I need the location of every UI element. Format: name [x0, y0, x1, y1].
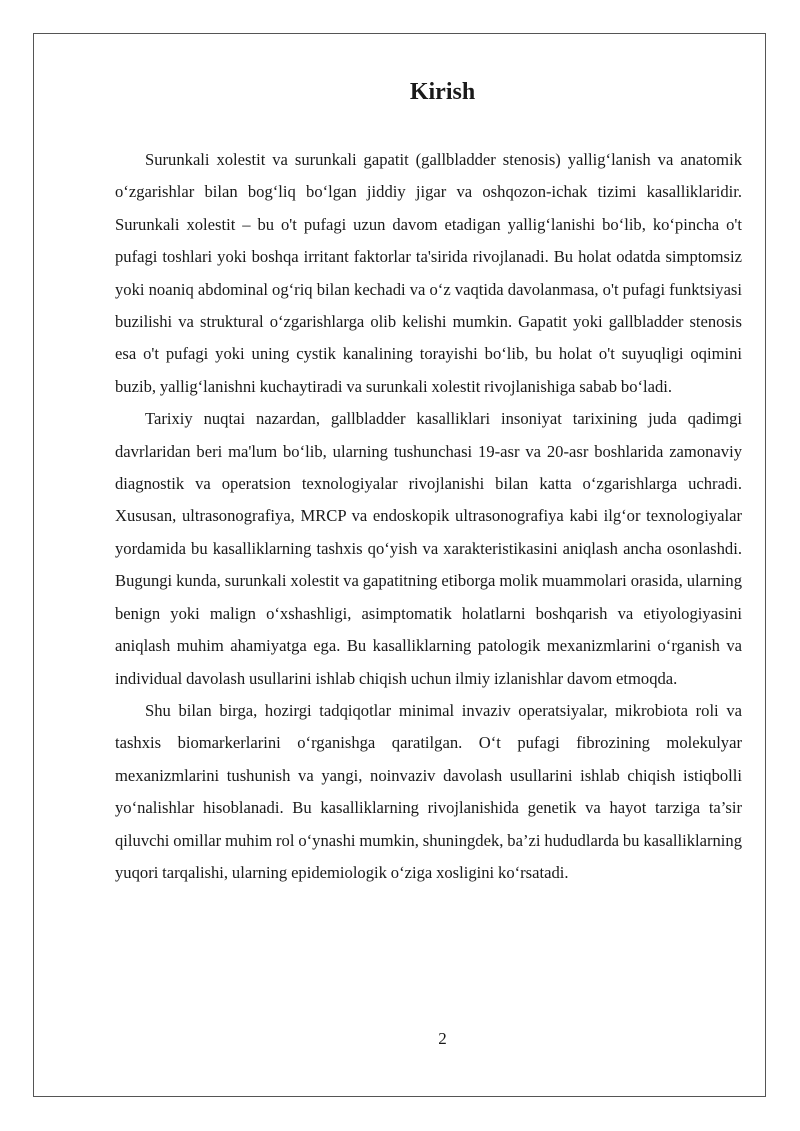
paragraph-3: Shu bilan birga, hozirgi tadqiqotlar minimal invaziv operatsiyalar, mikrobiota roli va tashxis biomarkerlarini o‘rganishga qaratilgan. O‘t pufagi fibrozining molekulyar mexanizmlarini tushunish va yangi, noinvaziv davolash usullarini ishlab chiqish istiqbolli yo‘nalishlar hisoblanadi. Bu kasalliklarning rivojlanishida genetik va hayot tarziga ta’sir qiluvchi omillar muhim rol o‘ynashi mumkin, shuningdek, ba’zi hududlarda bu kasalliklarning yuqori tarqalishi, ularning epidemiologik o‘ziga xosligini ko‘rsatadi. — [115, 700, 742, 882]
body-text — [115, 144, 742, 889]
page-number: 2 — [438, 1029, 447, 1048]
page-title: Kirish — [409, 79, 476, 105]
paragraph-1: Surunkali xolestit va surunkali gapatit (gallbladder stenosis) yallig‘lanish va anatomik o‘zgarishlar bilan bog‘liq bo‘lgan jiddiy jigar va oshqozon-ichak tizimi kasalliklaridir. Surunkali xolestit – bu o't pufagi uzun davom etadigan yallig‘lanishi bo‘lib, ko‘pincha o't pufagi toshlari yoki boshqa irritant faktorlar ta'sirida rivojlanadi. Bu holat odatda simptomsiz yoki noaniq abdominal og‘riq bilan kechadi va o‘z vaqtida davolanmasa, o't pufagi funktsiyasi buzilishi va struktural o‘zgarishlarga olib kelishi mumkin. Gapatit yoki gallbladder stenosis esa o't pufagi yoki uning cystik kanalining torayishi bo‘lib, bu holat o't suyuqligi oqimini buzib, yallig‘lanishni kuchaytiradi va surunkali xolestit rivojlanishiga sabab bo‘ladi. — [115, 150, 742, 396]
paragraph-2: Tarixiy nuqtai nazardan, gallbladder kasalliklari insoniyat tarixining juda qadimgi davrlaridan beri ma'lum bo‘lib, ularning tushunchasi 19-asr va 20-asr boshlarida zamonaviy diagnostik va operatsion texnologiyalar rivojlanishi bilan katta o‘zgarishlarga uchradi. Xususan, ultrasonografiya, MRCP va endoskopik ultrasonografiya kabi ilg‘or texnologiyalar yordamida bu kasalliklarning tashxis qo‘yish va xarakteristikasini aniqlash ancha osonlashdi. Bugungi kunda, surunkali xolestit va gapatitning etiborga molik muammolari orasida, ularning benign yoki malign o‘xshashligi, asimptomatik holatlarni boshqarish va etiyologiyasini aniqlash muhim ahamiyatga ega. Bu kasalliklarning patologik mexanizmlarini o‘rganish va individual davolash usullarini ishlab chiqish uchun ilmiy izlanishlar davom etmoqda. — [115, 409, 742, 688]
